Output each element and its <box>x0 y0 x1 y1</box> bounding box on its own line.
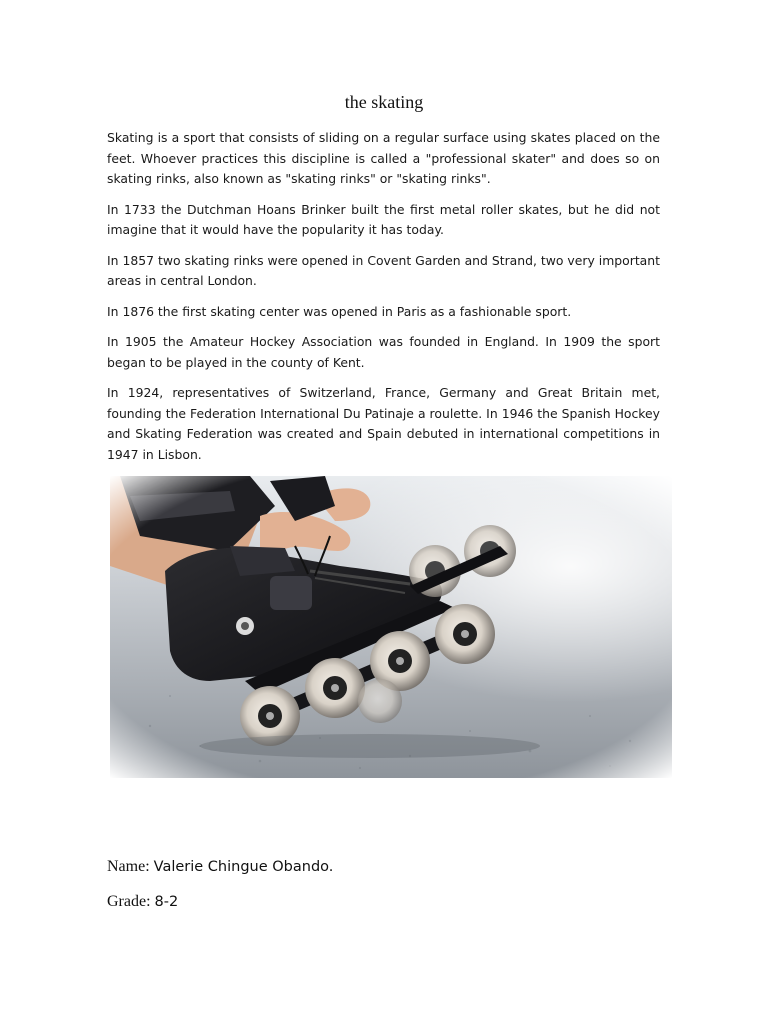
paragraph-1857: In 1857 two skating rinks were opened in Covent Garden and Strand, two very important areas in central London. <box>107 252 660 288</box>
name-label: Name <box>107 858 146 875</box>
inline-skate-photo <box>110 476 672 778</box>
document-title: the skating <box>344 92 424 112</box>
paragraph-1905: In 1905 the Amateur Hockey Association was founded in England. In 1909 the sport began to be played in the county of Kent. <box>107 334 660 370</box>
grade-value: 8-2 <box>154 894 179 910</box>
paragraph-1876: In 1876 the first skating center was opened in Paris as a fashionable sport. <box>107 303 572 319</box>
name-value: Valerie Chingue Obando. <box>153 859 334 875</box>
grade-label: Grade <box>107 893 147 910</box>
student-name-line: Name: Valerie Chingue Obando. <box>107 858 334 875</box>
paragraph-intro: Skating is a sport that consists of sliding on a regular surface using skates placed on the feet. Whoever practices this discipline is called a "professional skater" and does so on skating rinks, also known as "skating rinks" or "skating rinks". <box>107 130 660 186</box>
document-body <box>107 128 660 475</box>
paragraph-1733: In 1733 the Dutchman Hoans Brinker built the first metal roller skates, but he did not imagine that it would have the popularity it has today. <box>107 201 660 237</box>
paragraph-1924: In 1924, representatives of Switzerland, France, Germany and Great Britain met, founding the Federation International Du Patinaje a roulette. In 1946 the Spanish Hockey and Skating Federation was created and Spain debuted in international competitions in 1947 in Lisbon. <box>107 385 660 462</box>
student-grade-line: Grade: 8-2 <box>107 893 179 910</box>
